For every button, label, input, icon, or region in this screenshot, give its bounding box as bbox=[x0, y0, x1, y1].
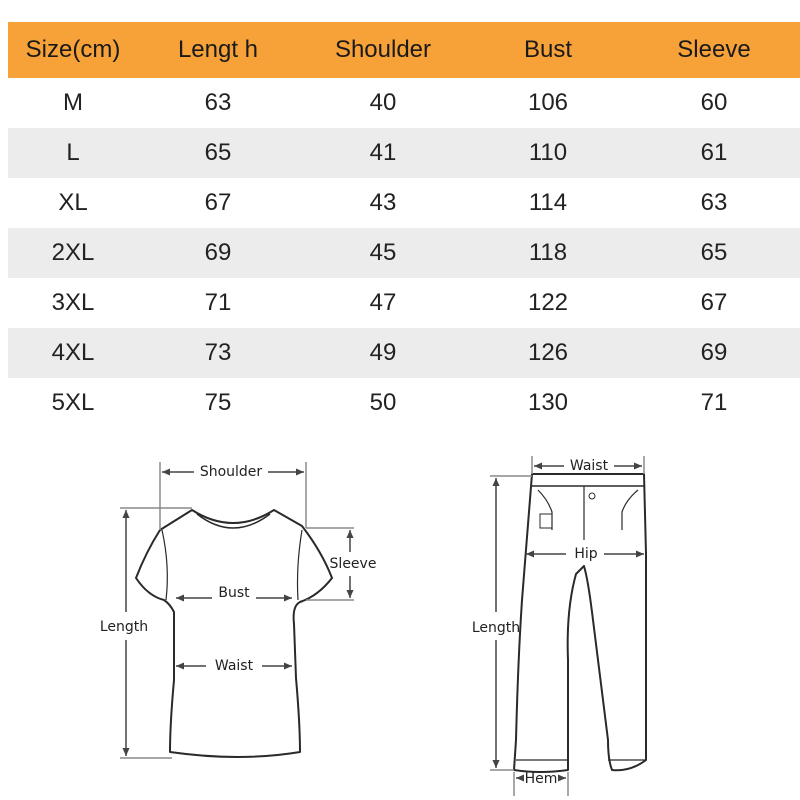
tshirt-diagram bbox=[100, 462, 377, 758]
cell-size: 3XL bbox=[51, 289, 95, 316]
cell-length: 63 bbox=[204, 89, 232, 116]
cell-sleeve: 67 bbox=[700, 289, 728, 316]
cell-shoulder: 40 bbox=[369, 89, 397, 116]
cell-length: 65 bbox=[138, 128, 298, 178]
cell-bust: 130 bbox=[527, 389, 569, 416]
cell-size: M bbox=[63, 89, 83, 116]
cell-length: 71 bbox=[204, 289, 232, 316]
cell-size: 4XL bbox=[8, 328, 138, 378]
header-size: Size(cm) bbox=[8, 22, 138, 78]
cell-length: 69 bbox=[138, 228, 298, 278]
cell-size: 5XL bbox=[51, 389, 95, 416]
pants-pocket-right bbox=[622, 490, 638, 530]
cell-sleeve: 63 bbox=[700, 189, 728, 216]
cell-size: XL bbox=[58, 189, 88, 216]
tshirt-sleeve-seam-right bbox=[298, 530, 303, 600]
tshirt-sleeve-seam-left bbox=[162, 530, 167, 600]
cell-sleeve: 61 bbox=[628, 128, 800, 178]
cell-sleeve: 65 bbox=[628, 228, 800, 278]
cell-length: 67 bbox=[204, 189, 232, 216]
cell-shoulder: 49 bbox=[298, 328, 468, 378]
cell-shoulder: 50 bbox=[369, 389, 397, 416]
pants-waist-label: Waist bbox=[569, 458, 609, 474]
cell-size: 2XL bbox=[8, 228, 138, 278]
header-shoulder: Shoulder bbox=[298, 22, 468, 78]
cell-bust: 114 bbox=[528, 189, 568, 216]
pants-hem-label: Hem bbox=[524, 771, 558, 787]
cell-sleeve: 60 bbox=[700, 89, 728, 116]
cell-shoulder: 41 bbox=[298, 128, 468, 178]
tshirt-collar bbox=[197, 514, 270, 528]
pants-coin-pocket bbox=[540, 514, 552, 528]
cell-bust: 118 bbox=[468, 228, 628, 278]
cell-length: 75 bbox=[204, 389, 232, 416]
cell-bust: 122 bbox=[527, 289, 569, 316]
length-label: Length bbox=[99, 619, 149, 635]
cell-shoulder: 45 bbox=[298, 228, 468, 278]
cell-sleeve: 69 bbox=[628, 328, 800, 378]
cell-length: 73 bbox=[138, 328, 298, 378]
bust-label: Bust bbox=[218, 585, 250, 601]
cell-size: L bbox=[8, 128, 138, 178]
pants-diagram bbox=[472, 456, 646, 796]
header-length: Lengt h bbox=[138, 22, 298, 78]
cell-bust: 126 bbox=[468, 328, 628, 378]
pants-hip-label: Hip bbox=[574, 546, 598, 562]
cell-bust: 110 bbox=[468, 128, 628, 178]
sleeve-label: Sleeve bbox=[329, 556, 377, 572]
cell-shoulder: 43 bbox=[369, 189, 397, 216]
shoulder-label: Shoulder bbox=[199, 464, 263, 480]
pants-button bbox=[589, 493, 595, 499]
pants-outline bbox=[514, 474, 646, 772]
header-sleeve: Sleeve bbox=[628, 22, 800, 78]
header-bust: Bust bbox=[468, 22, 628, 78]
cell-shoulder: 47 bbox=[369, 289, 397, 316]
cell-sleeve: 71 bbox=[700, 389, 728, 416]
cell-bust: 106 bbox=[527, 89, 569, 116]
pants-length-label: Length bbox=[471, 620, 521, 636]
waist-label: Waist bbox=[214, 658, 254, 674]
